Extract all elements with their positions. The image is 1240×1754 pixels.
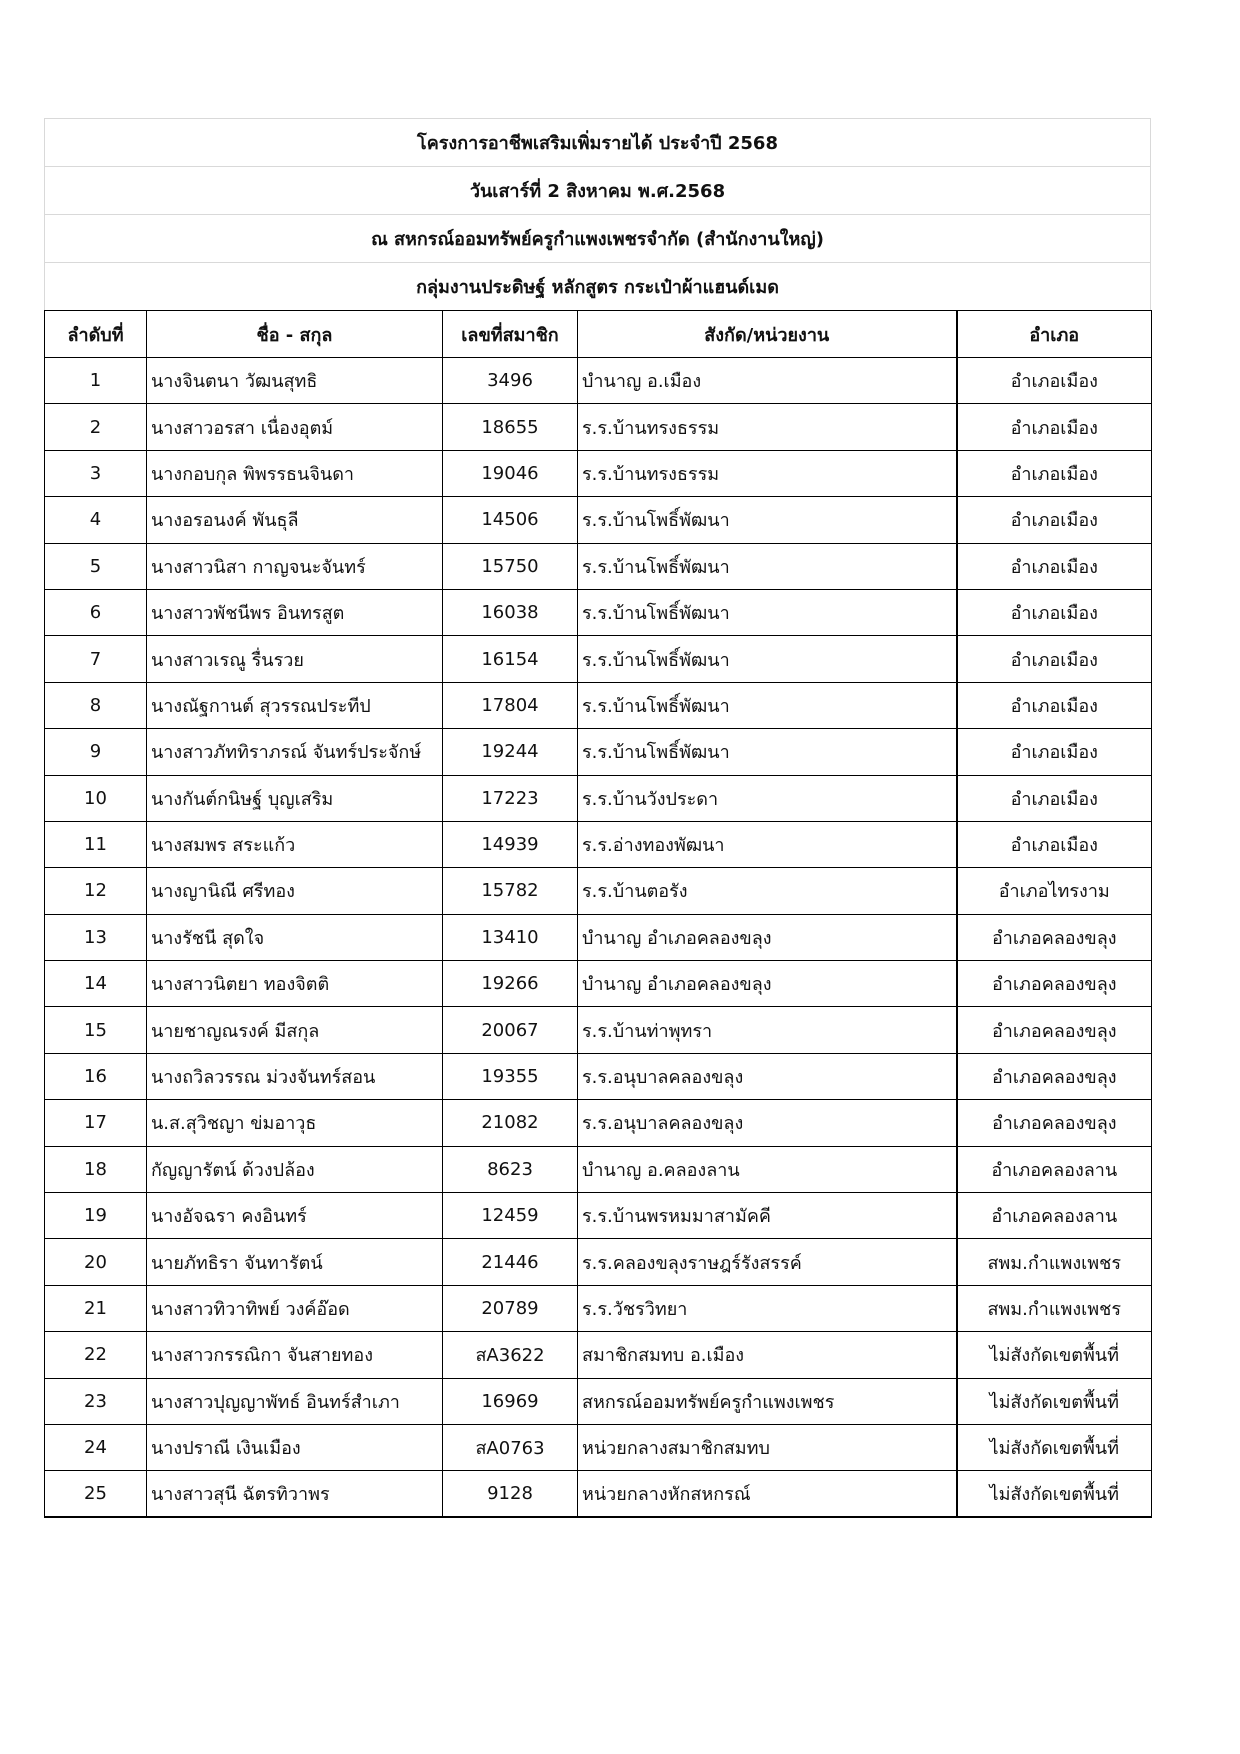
row-number: 21 [45, 1285, 147, 1331]
row-affiliation: ร.ร.บ้านโพธิ์พัฒนา [578, 636, 957, 682]
row-district: อำเภอเมือง [957, 821, 1152, 867]
row-name: นางสาวกรรณิกา จันสายทอง [147, 1332, 443, 1378]
row-number: 22 [45, 1332, 147, 1378]
col-header-no: ลำดับที่ [45, 311, 147, 358]
table-row [45, 358, 1152, 404]
row-affiliation: หน่วยกลางหักสหกรณ์ [578, 1471, 957, 1517]
table-row [45, 497, 1152, 543]
row-affiliation: บำนาญ อ.เมือง [578, 358, 957, 404]
table-header-row [45, 311, 1152, 358]
row-affiliation: ร.ร.บ้านทรงธรรม [578, 404, 957, 450]
row-number: 12 [45, 868, 147, 914]
row-affiliation: สมาชิกสมทบ อ.เมือง [578, 1332, 957, 1378]
row-member-id: 15750 [443, 543, 578, 589]
row-member-id: 16038 [443, 589, 578, 635]
row-district: อำเภอเมือง [957, 636, 1152, 682]
row-name: นางสาวนิตยา ทองจิตติ [147, 961, 443, 1007]
row-member-id: 16154 [443, 636, 578, 682]
row-member-id: สA0763 [443, 1424, 578, 1470]
row-affiliation: ร.ร.บ้านทรงธรรม [578, 450, 957, 496]
row-member-id: 20789 [443, 1285, 578, 1331]
row-district: อำเภอเมือง [957, 729, 1152, 775]
table-row [45, 1193, 1152, 1239]
row-affiliation: ร.ร.บ้านโพธิ์พัฒนา [578, 589, 957, 635]
row-member-id: 13410 [443, 914, 578, 960]
row-district: อำเภอเมือง [957, 358, 1152, 404]
row-name: นางสาวภัททิราภรณ์ จันทร์ประจักษ์ [147, 729, 443, 775]
row-affiliation: บำนาญ อำเภอคลองขลุง [578, 961, 957, 1007]
row-name: นางญานิณี ศรีทอง [147, 868, 443, 914]
row-district: อำเภอคลองขลุง [957, 961, 1152, 1007]
row-name: นางสาวทิวาทิพย์ วงค์อ๊อด [147, 1285, 443, 1331]
col-header-member-id: เลขที่สมาชิก [443, 311, 578, 358]
row-member-id: สA3622 [443, 1332, 578, 1378]
table-row [45, 914, 1152, 960]
row-name: นางสาวนิสา กาญจนะจันทร์ [147, 543, 443, 589]
row-member-id: 21446 [443, 1239, 578, 1285]
row-member-id: 21082 [443, 1100, 578, 1146]
table-row [45, 1471, 1152, 1517]
row-district: อำเภอคลองขลุง [957, 1053, 1152, 1099]
table-row [45, 1239, 1152, 1285]
row-district: ไม่สังกัดเขตพื้นที่ [957, 1424, 1152, 1470]
row-district: อำเภอเมือง [957, 497, 1152, 543]
row-name: นางสาวเรณู รื่นรวย [147, 636, 443, 682]
row-number: 6 [45, 589, 147, 635]
row-name: น.ส.สุวิชญา ข่มอาวุธ [147, 1100, 443, 1146]
row-affiliation: ร.ร.บ้านวังประดา [578, 775, 957, 821]
row-number: 15 [45, 1007, 147, 1053]
row-name: นางกันต์กนิษฐ์ บุญเสริม [147, 775, 443, 821]
row-district: อำเภอเมือง [957, 404, 1152, 450]
row-affiliation: ร.ร.บ้านพรหมมาสามัคคี [578, 1193, 957, 1239]
row-member-id: 9128 [443, 1471, 578, 1517]
row-number: 5 [45, 543, 147, 589]
row-name: นายชาญณรงค์ มีสกุล [147, 1007, 443, 1053]
row-number: 8 [45, 682, 147, 728]
row-district: อำเภอเมือง [957, 682, 1152, 728]
row-number: 1 [45, 358, 147, 404]
row-number: 17 [45, 1100, 147, 1146]
row-affiliation: ร.ร.บ้านโพธิ์พัฒนา [578, 497, 957, 543]
row-district: อำเภอเมือง [957, 775, 1152, 821]
row-member-id: 17804 [443, 682, 578, 728]
table-row [45, 404, 1152, 450]
row-affiliation: ร.ร.บ้านท่าพุทรา [578, 1007, 957, 1053]
col-header-district: อำเภอ [957, 311, 1152, 358]
row-number: 9 [45, 729, 147, 775]
row-name: กัญญารัตน์ ด้วงปล้อง [147, 1146, 443, 1192]
table-row [45, 450, 1152, 496]
row-number: 13 [45, 914, 147, 960]
table-row [45, 868, 1152, 914]
row-affiliation: บำนาญ อ.คลองลาน [578, 1146, 957, 1192]
row-member-id: 8623 [443, 1146, 578, 1192]
row-number: 2 [45, 404, 147, 450]
row-name: นางรัชนี สุดใจ [147, 914, 443, 960]
row-affiliation: ร.ร.อนุบาลคลองขลุง [578, 1053, 957, 1099]
table-row [45, 1378, 1152, 1424]
row-name: นางกอบกุล พิพรรธนจินดา [147, 450, 443, 496]
row-district: อำเภอไทรงาม [957, 868, 1152, 914]
row-number: 7 [45, 636, 147, 682]
row-name: นางปราณี เงินเมือง [147, 1424, 443, 1470]
row-name: นายภัทธิรา จันทารัตน์ [147, 1239, 443, 1285]
table-row [45, 1100, 1152, 1146]
row-affiliation: สหกรณ์ออมทรัพย์ครูกำแพงเพชร [578, 1378, 957, 1424]
row-number: 14 [45, 961, 147, 1007]
row-number: 11 [45, 821, 147, 867]
row-district: สพม.กำแพงเพชร [957, 1285, 1152, 1331]
row-district: อำเภอคลองขลุง [957, 914, 1152, 960]
table-row [45, 1007, 1152, 1053]
row-member-id: 20067 [443, 1007, 578, 1053]
row-name: นางสาวพัชนีพร อินทรสูต [147, 589, 443, 635]
row-member-id: 18655 [443, 404, 578, 450]
row-district: ไม่สังกัดเขตพื้นที่ [957, 1471, 1152, 1517]
event-date: วันเสาร์ที่ 2 สิงหาคม พ.ศ.2568 [44, 166, 1151, 214]
table-row [45, 729, 1152, 775]
event-venue: ณ สหกรณ์ออมทรัพย์ครูกำแพงเพชรจำกัด (สำนักงานใหญ่) [44, 214, 1151, 262]
row-district: อำเภอเมือง [957, 450, 1152, 496]
table-row [45, 1146, 1152, 1192]
participants-table [44, 310, 1152, 1518]
col-header-affiliation: สังกัด/หน่วยงาน [578, 311, 957, 358]
row-number: 3 [45, 450, 147, 496]
col-header-name: ชื่อ - สกุล [147, 311, 443, 358]
row-affiliation: ร.ร.อนุบาลคลองขลุง [578, 1100, 957, 1146]
row-member-id: 3496 [443, 358, 578, 404]
row-affiliation: ร.ร.บ้านตอรัง [578, 868, 957, 914]
row-district: อำเภอเมือง [957, 543, 1152, 589]
table-row [45, 543, 1152, 589]
row-name: นางสาวอรสา เนื่องอุตม์ [147, 404, 443, 450]
row-name: นางถวิลวรรณ ม่วงจันทร์สอน [147, 1053, 443, 1099]
row-number: 10 [45, 775, 147, 821]
row-district: อำเภอคลองลาน [957, 1193, 1152, 1239]
table-row [45, 821, 1152, 867]
row-member-id: 16969 [443, 1378, 578, 1424]
row-district: อำเภอคลองลาน [957, 1146, 1152, 1192]
table-row [45, 589, 1152, 635]
row-member-id: 19355 [443, 1053, 578, 1099]
table-row [45, 775, 1152, 821]
table-row [45, 1332, 1152, 1378]
row-district: อำเภอเมือง [957, 589, 1152, 635]
row-number: 20 [45, 1239, 147, 1285]
row-affiliation: ร.ร.วัชรวิทยา [578, 1285, 957, 1331]
row-name: นางจินตนา วัฒนสุทธิ [147, 358, 443, 404]
row-affiliation: บำนาญ อำเภอคลองขลุง [578, 914, 957, 960]
course-title: กลุ่มงานประดิษฐ์ หลักสูตร กระเป๋าผ้าแฮนด์เมด [44, 262, 1151, 310]
row-member-id: 12459 [443, 1193, 578, 1239]
row-member-id: 19244 [443, 729, 578, 775]
table-row [45, 1424, 1152, 1470]
row-affiliation: ร.ร.อ่างทองพัฒนา [578, 821, 957, 867]
row-name: นางณัฐกานต์ สุวรรณประทีป [147, 682, 443, 728]
row-member-id: 15782 [443, 868, 578, 914]
row-member-id: 19266 [443, 961, 578, 1007]
table-row [45, 636, 1152, 682]
row-affiliation: ร.ร.บ้านโพธิ์พัฒนา [578, 543, 957, 589]
project-title: โครงการอาชีพเสริมเพิ่มรายได้ ประจำปี 2568 [44, 118, 1151, 166]
row-number: 19 [45, 1193, 147, 1239]
table-row [45, 1053, 1152, 1099]
row-member-id: 19046 [443, 450, 578, 496]
row-name: นางสาวปุญญาพัทธ์ อินทร์สำเภา [147, 1378, 443, 1424]
table-row [45, 682, 1152, 728]
row-district: อำเภอคลองขลุง [957, 1100, 1152, 1146]
row-number: 16 [45, 1053, 147, 1099]
row-member-id: 14506 [443, 497, 578, 543]
document-sheet [44, 118, 1151, 1518]
row-affiliation: ร.ร.บ้านโพธิ์พัฒนา [578, 729, 957, 775]
row-name: นางอรอนงค์ พันธุลี [147, 497, 443, 543]
row-district: ไม่สังกัดเขตพื้นที่ [957, 1378, 1152, 1424]
row-name: นางสาวสุนี ฉัตรทิวาพร [147, 1471, 443, 1517]
row-district: อำเภอคลองขลุง [957, 1007, 1152, 1053]
table-row [45, 961, 1152, 1007]
row-affiliation: หน่วยกลางสมาชิกสมทบ [578, 1424, 957, 1470]
row-member-id: 14939 [443, 821, 578, 867]
row-name: นางสมพร สระแก้ว [147, 821, 443, 867]
row-name: นางอัจฉรา คงอินทร์ [147, 1193, 443, 1239]
row-number: 25 [45, 1471, 147, 1517]
row-member-id: 17223 [443, 775, 578, 821]
row-district: สพม.กำแพงเพชร [957, 1239, 1152, 1285]
row-district: ไม่สังกัดเขตพื้นที่ [957, 1332, 1152, 1378]
row-number: 23 [45, 1378, 147, 1424]
row-affiliation: ร.ร.บ้านโพธิ์พัฒนา [578, 682, 957, 728]
table-row [45, 1285, 1152, 1331]
row-number: 24 [45, 1424, 147, 1470]
row-affiliation: ร.ร.คลองขลุงราษฎร์รังสรรค์ [578, 1239, 957, 1285]
row-number: 18 [45, 1146, 147, 1192]
row-number: 4 [45, 497, 147, 543]
